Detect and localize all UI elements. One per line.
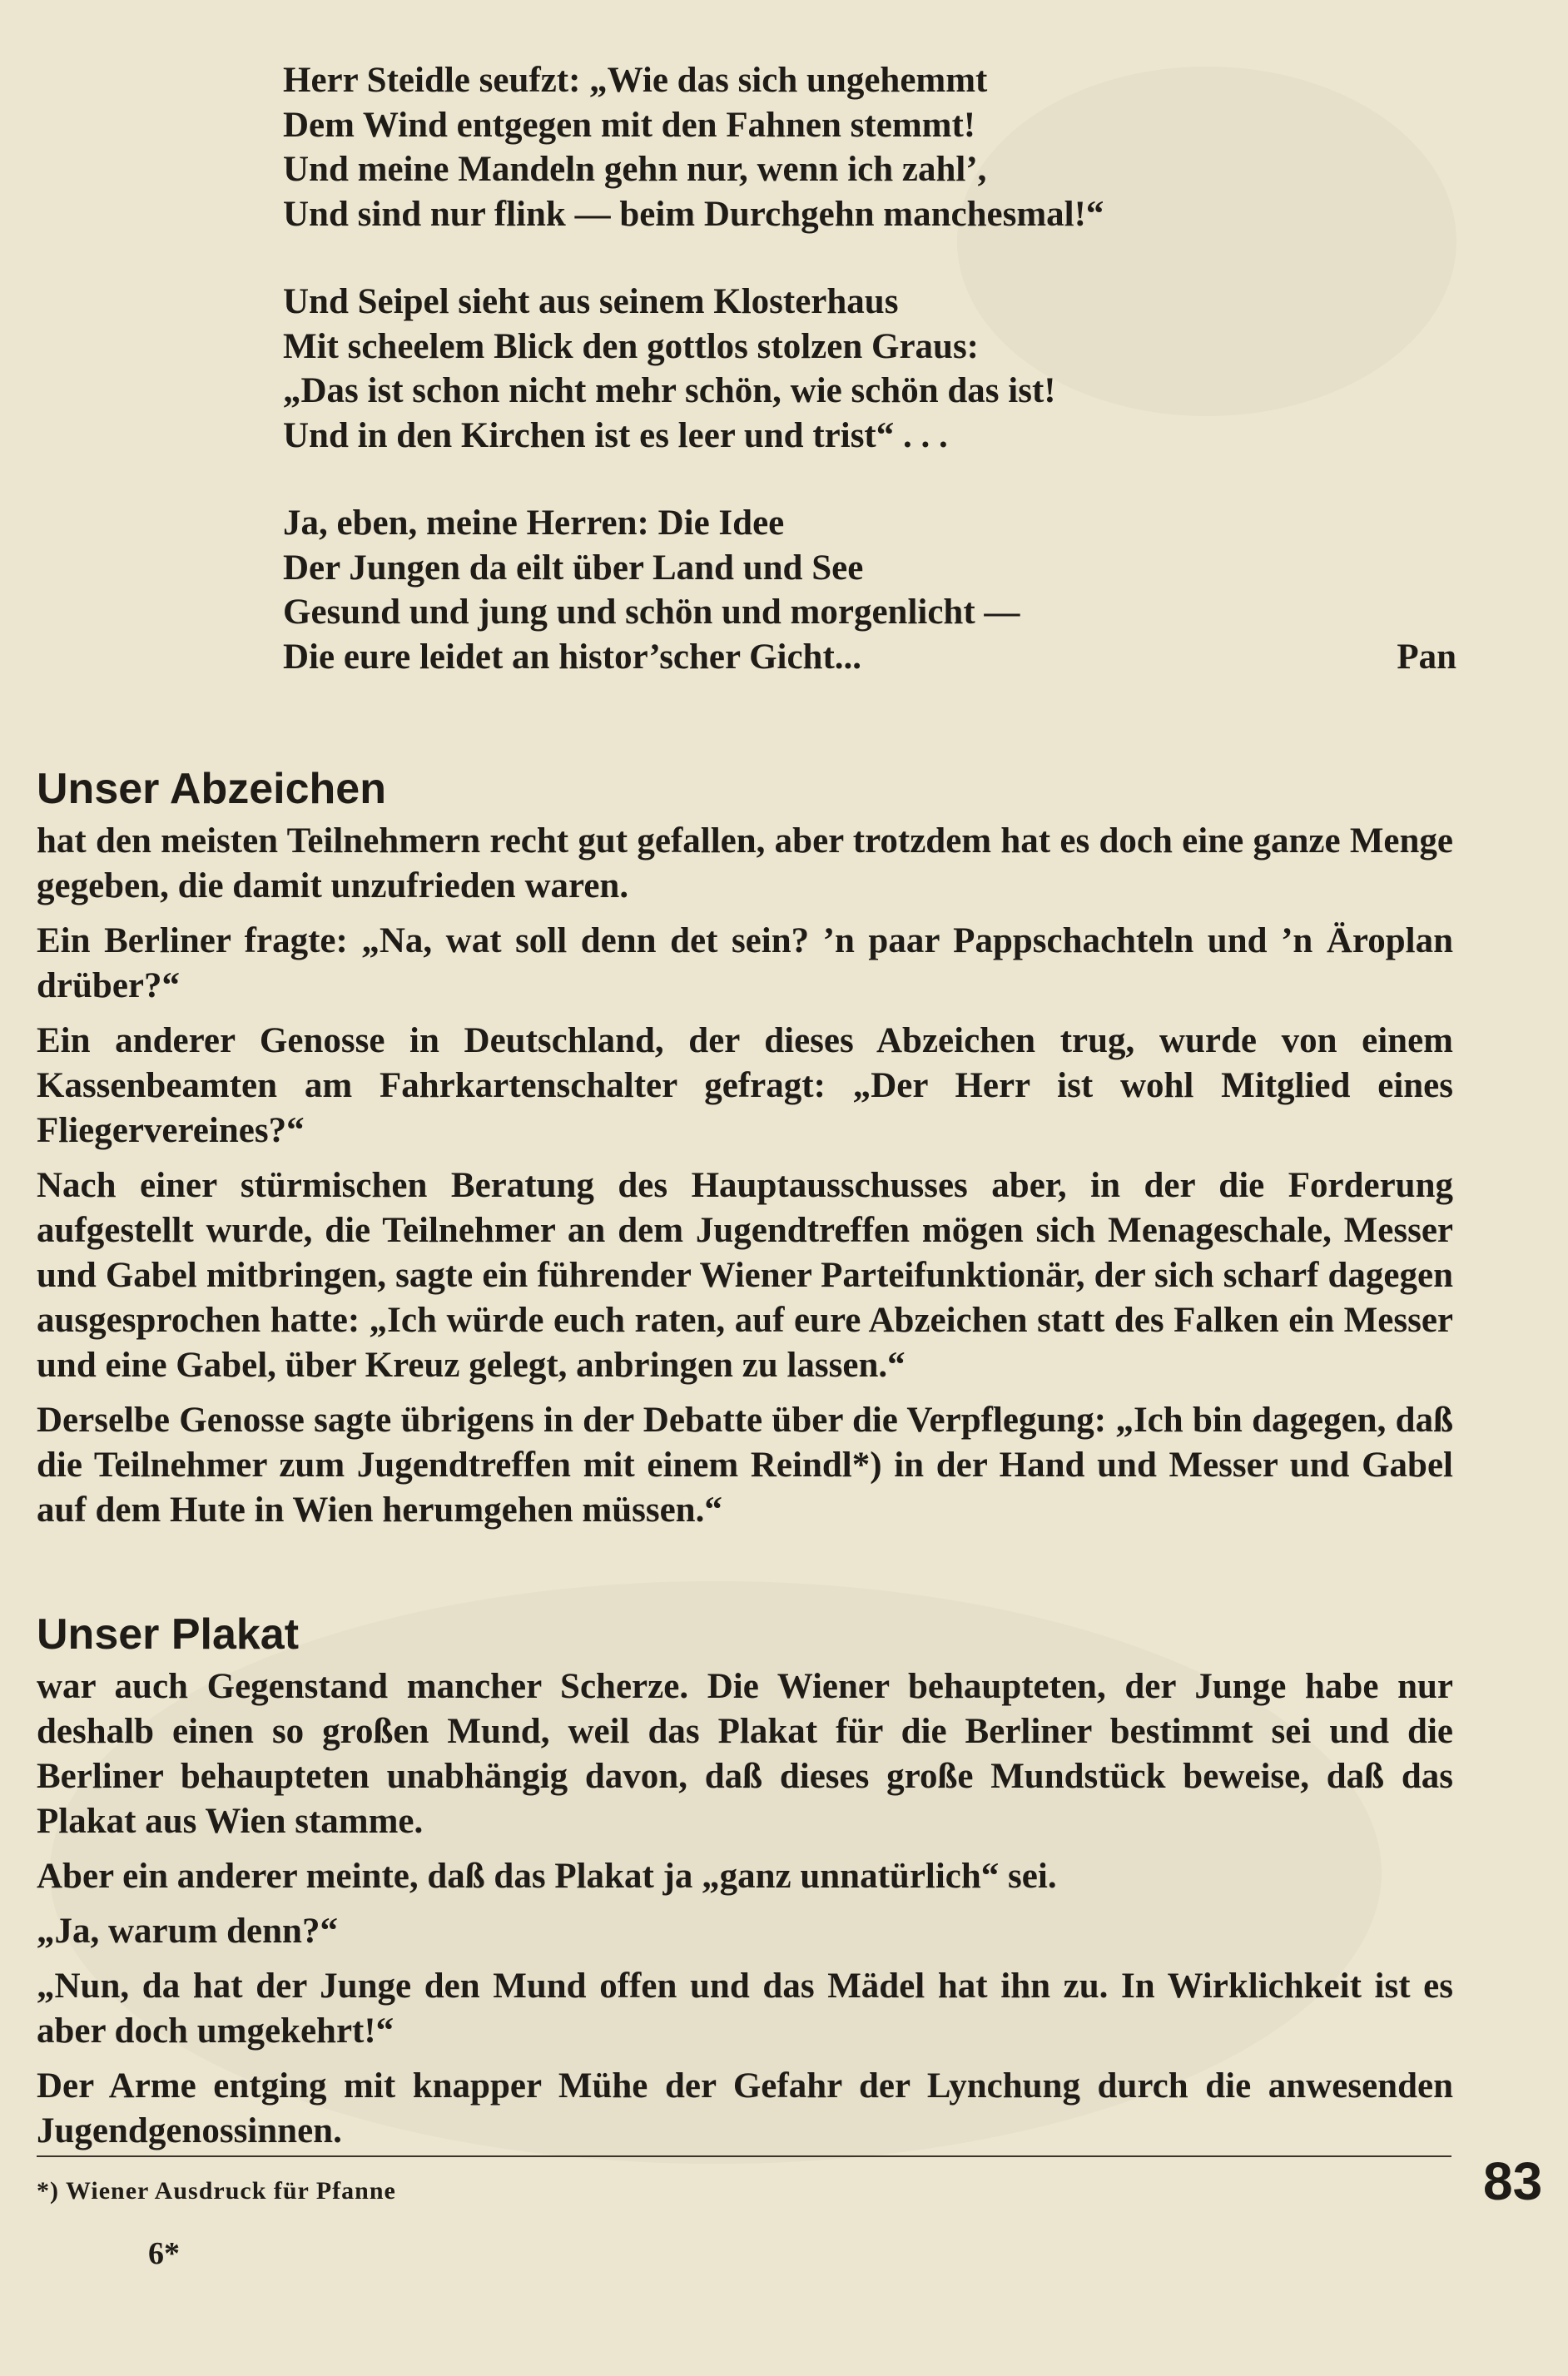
paragraph: Ein Berliner fragte: „Na, wat soll denn det sein? ’n paar Pappschachteln und ’n Äroplan drüber?“ bbox=[37, 921, 1453, 1005]
poem-line: Und in den Kirchen ist es leer und trist“ . . . bbox=[283, 415, 948, 455]
page-number: 83 bbox=[1483, 2151, 1543, 2211]
paragraph: Derselbe Genosse sagte übrigens in der Debatte über die Verpflegung: „Ich bin dagegen, daß die Teilnehmer zum Jugendtreffen mit einem Reindl*) in der Hand und Messer und Gabel auf dem Hute in Wien herumgehen müssen.“ bbox=[37, 1401, 1453, 1530]
sheet-signature-mark: 6* bbox=[148, 2236, 180, 2271]
footnote-rule bbox=[37, 2155, 1451, 2157]
poem-line-last bbox=[283, 635, 1456, 680]
section-heading: Unser Plakat bbox=[37, 1610, 300, 1659]
poem-line: Und Seipel sieht aus seinem Klosterhaus bbox=[283, 282, 899, 321]
section-plakat bbox=[37, 1610, 1453, 2164]
poem-line: Die eure leidet an histor’scher Gicht... bbox=[283, 637, 862, 677]
poem-line: Herr Steidle seufzt: „Wie das sich ungehemmt bbox=[283, 61, 988, 100]
section-heading: Unser Abzeichen bbox=[37, 765, 386, 813]
paragraph: „Nun, da hat der Junge den Mund offen und das Mädel hat ihn zu. In Wirklichkeit ist es aber doch umgekehrt!“ bbox=[37, 1967, 1453, 2051]
poem-line: Und meine Mandeln gehn nur, wenn ich zahl’, bbox=[283, 150, 987, 189]
footnote: *) Wiener Ausdruck für Pfanne bbox=[37, 2177, 396, 2205]
poem-line: Und sind nur flink — beim Durchgehn manchesmal!“ bbox=[283, 194, 1104, 234]
paragraph: Der Arme entging mit knapper Mühe der Gefahr der Lynchung durch die anwesenden Jugendgenossinnen. bbox=[37, 2066, 1453, 2150]
paragraph: „Ja, warum denn?“ bbox=[37, 1912, 338, 1951]
poem-stanza bbox=[283, 280, 1456, 458]
poem-line: Der Jungen da eilt über Land und See bbox=[283, 548, 864, 588]
poem-line: Gesund und jung und schön und morgenlicht — bbox=[283, 593, 1020, 632]
poem-line: „Das ist schon nicht mehr schön, wie schön das ist! bbox=[283, 371, 1056, 410]
paragraph: hat den meisten Teilnehmern recht gut gefallen, aber trotzdem hat es doch eine ganze Menge gegeben, die damit unzufrieden waren. bbox=[37, 821, 1453, 905]
poem-stanza bbox=[283, 501, 1456, 679]
poem-line: Ja, eben, meine Herren: Die Idee bbox=[283, 503, 785, 543]
poem-stanza bbox=[283, 58, 1456, 236]
paragraph: Nach einer stürmischen Beratung des Hauptausschusses aber, in der die Forderung aufgestellt wurde, die Teilnehmer an dem Jugendtreffen mögen sich Menageschale, Messer und Gabel mitbringen, sagte ein führender Wiener Parteifunktionär, der sich scharf dagegen ausgesprochen hatte: „Ich würde euch raten, auf eure Abzeichen statt des Falken ein Messer und eine Gabel, über Kreuz gelegt, anbringen zu lassen.“ bbox=[37, 1166, 1453, 1385]
poem-line: Dem Wind entgegen mit den Fahnen stemmt! bbox=[283, 105, 976, 145]
paragraph: Ein anderer Genosse in Deutschland, der dieses Abzeichen trug, wurde von einem Kassenbeamten am Fahrkartenschalter gefragt: „Der Herr ist wohl Mitglied eines Fliegervereines?“ bbox=[37, 1021, 1453, 1150]
paragraph: war auch Gegenstand mancher Scherze. Die Wiener behaupteten, der Junge habe nur deshalb einen so großen Mund, weil das Plakat für die Berliner bestimmt sei und die Berliner behaupteten unabhängig davon, daß dieses große Mundstück beweise, daß das Plakat aus Wien stamme. bbox=[37, 1667, 1453, 1841]
poem bbox=[283, 58, 1456, 722]
paragraph: Aber ein anderer meinte, daß das Plakat ja „ganz unnatürlich“ sei. bbox=[37, 1857, 1057, 1896]
poem-signature: Pan bbox=[1397, 637, 1456, 677]
section-abzeichen bbox=[37, 764, 1453, 1543]
poem-line: Mit scheelem Blick den gottlos stolzen Graus: bbox=[283, 326, 980, 366]
